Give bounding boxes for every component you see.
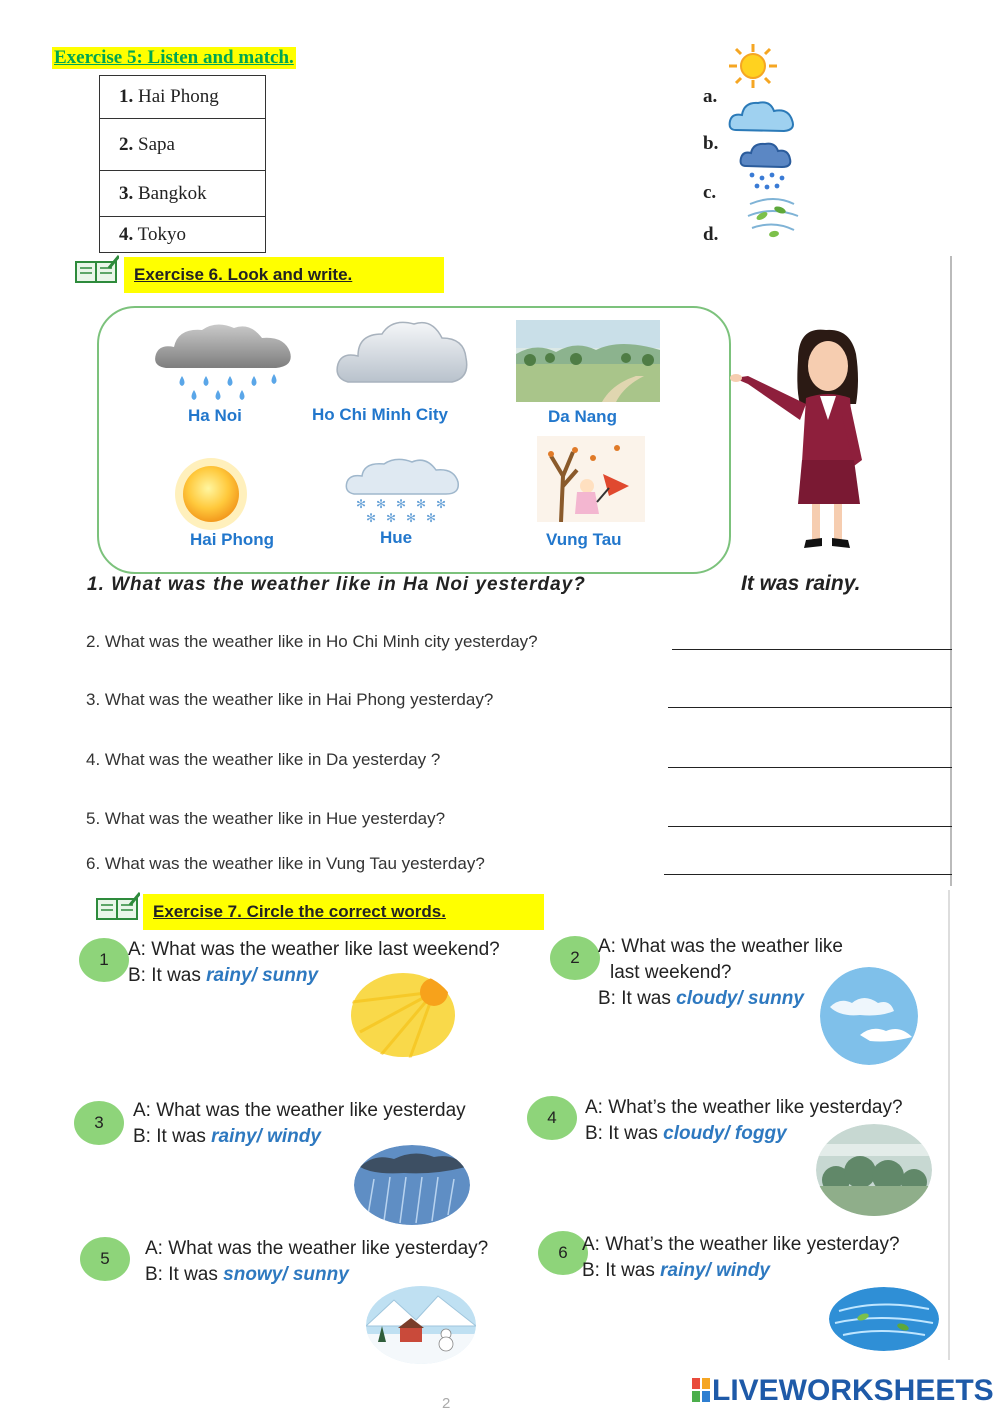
sunny-picture [350, 972, 456, 1058]
dialogue-question: A: What’s the weather like yesterday? [585, 1097, 903, 1118]
exercise5-places-table [99, 75, 266, 253]
rainy-picture [354, 1145, 470, 1225]
foggy-picture [816, 1124, 932, 1216]
place-cell: 2. Sapa [100, 119, 266, 171]
liveworksheets-brand[interactable]: LIVEWORKSHEETS [712, 1374, 994, 1407]
item-number-badge: 5 [80, 1237, 130, 1281]
city-label-vung-tau: Vung Tau [546, 530, 622, 549]
example-answer: It was rainy. [741, 572, 861, 595]
dialogue-answer: B: It was cloudy/ sunny [598, 988, 804, 1009]
wind-icon [744, 190, 802, 242]
dialogue-question: A: What was the weather like yesterday [133, 1100, 466, 1121]
letter-d: d. [703, 224, 719, 245]
dialogue-question: A: What was the weather like last weekend? [128, 939, 500, 960]
dialogue-6 [582, 1232, 900, 1284]
cloud-icon [334, 316, 470, 390]
sun-icon [726, 42, 780, 90]
place-cell: 4. Tokyo [100, 217, 266, 253]
dialogue-answer: B: It was rainy/ sunny [128, 965, 319, 986]
question-6: 6. What was the weather like in Vung Tau yesterday? [86, 854, 485, 873]
page-number: 2 [442, 1395, 451, 1412]
table-row [100, 119, 266, 171]
dialogue-question: A: What’s the weather like yesterday? [582, 1234, 900, 1255]
dialogue-question-cont: last weekend? [610, 962, 732, 983]
answer-line-5[interactable] [668, 826, 952, 827]
windy-picture [829, 1287, 939, 1351]
city-label-hue: Hue [380, 528, 413, 547]
rain-cloud-icon [152, 320, 294, 402]
table-row [100, 171, 266, 217]
dialogue-question: A: What was the weather like yesterday? [145, 1238, 489, 1259]
place-cell: 3. Bangkok [100, 171, 266, 217]
letter-c: c. [703, 182, 717, 203]
svg-text:✻: ✻ [436, 497, 447, 511]
city-label-ha-noi: Ha Noi [188, 406, 242, 425]
question-2: 2. What was the weather like in Ho Chi Minh city yesterday? [86, 632, 538, 651]
item-number-badge: 6 [538, 1231, 588, 1275]
cloudy-picture [820, 967, 918, 1065]
question-5: 5. What was the weather like in Hue yesterday? [86, 809, 446, 828]
svg-text:✻: ✻ [406, 511, 417, 524]
snowy-picture [366, 1286, 476, 1364]
question-4: 4. What was the weather like in Da yesterday ? [86, 750, 441, 769]
dialogue-answer: B: It was snowy/ sunny [145, 1264, 349, 1285]
word-options[interactable]: rainy/ windy [660, 1260, 770, 1281]
exercise7-title: Exercise 7. Circle the correct words. [143, 894, 544, 930]
dialogue-2 [598, 934, 843, 1012]
table-row [100, 217, 266, 253]
liveworksheets-logo-icon [692, 1378, 710, 1402]
sun-icon [170, 456, 252, 532]
word-options[interactable]: rainy/ windy [211, 1126, 321, 1147]
answer-line-3[interactable] [668, 707, 952, 708]
letter-b: b. [703, 133, 719, 154]
city-label-da-nang: Da Nang [548, 407, 617, 426]
svg-text:✻: ✻ [396, 497, 407, 511]
dialogue-question: A: What was the weather like [598, 936, 843, 957]
word-options[interactable]: snowy/ sunny [223, 1264, 349, 1285]
svg-text:✻: ✻ [376, 497, 387, 511]
item-number-badge: 3 [74, 1101, 124, 1145]
teacher-illustration [728, 320, 898, 556]
exercise6-title: Exercise 6. Look and write. [124, 257, 444, 293]
rain-cloud-icon [738, 140, 792, 192]
divider-line [950, 256, 952, 886]
windy-scene-image [537, 436, 645, 522]
landscape-image [516, 320, 660, 402]
book-icon [96, 891, 140, 921]
svg-text:✻: ✻ [386, 511, 397, 524]
svg-text:✻: ✻ [366, 511, 377, 524]
word-options[interactable]: cloudy/ sunny [676, 988, 804, 1009]
dialogue-5 [145, 1236, 488, 1288]
dialogue-answer: B: It was rainy/ windy [582, 1260, 770, 1281]
dialogue-answer: B: It was cloudy/ foggy [585, 1123, 787, 1144]
example-question: 1. What was the weather like in Ha Noi yesterday? [87, 574, 586, 595]
word-options[interactable]: cloudy/ foggy [663, 1123, 787, 1144]
item-number-badge: 2 [550, 936, 600, 980]
city-label-ho-chi-minh-city: Ho Chi Minh City [312, 405, 448, 424]
item-number-badge: 1 [79, 938, 129, 982]
svg-text:✻: ✻ [356, 497, 367, 511]
svg-text:✻: ✻ [416, 497, 427, 511]
book-icon [75, 254, 119, 284]
city-label-hai-phong: Hai Phong [190, 530, 275, 549]
dialogue-answer: B: It was rainy/ windy [133, 1126, 321, 1147]
answer-line-4[interactable] [668, 767, 952, 768]
snow-cloud-icon [344, 456, 462, 524]
letter-a: a. [703, 86, 718, 107]
word-options[interactable]: rainy/ sunny [206, 965, 319, 986]
table-row [100, 76, 266, 119]
answer-line-2[interactable] [672, 649, 952, 650]
answer-line-6[interactable] [664, 874, 952, 875]
place-cell: 1. Hai Phong [100, 76, 266, 119]
question-3: 3. What was the weather like in Hai Phong yesterday? [86, 690, 494, 709]
svg-text:✻: ✻ [426, 511, 437, 524]
cloud-icon [726, 94, 798, 136]
item-number-badge: 4 [527, 1096, 577, 1140]
divider-line [948, 890, 950, 1360]
dialogue-3 [133, 1098, 466, 1150]
exercise5-title: Exercise 5: Listen and match. [54, 47, 294, 68]
dialogue-1 [128, 937, 500, 989]
